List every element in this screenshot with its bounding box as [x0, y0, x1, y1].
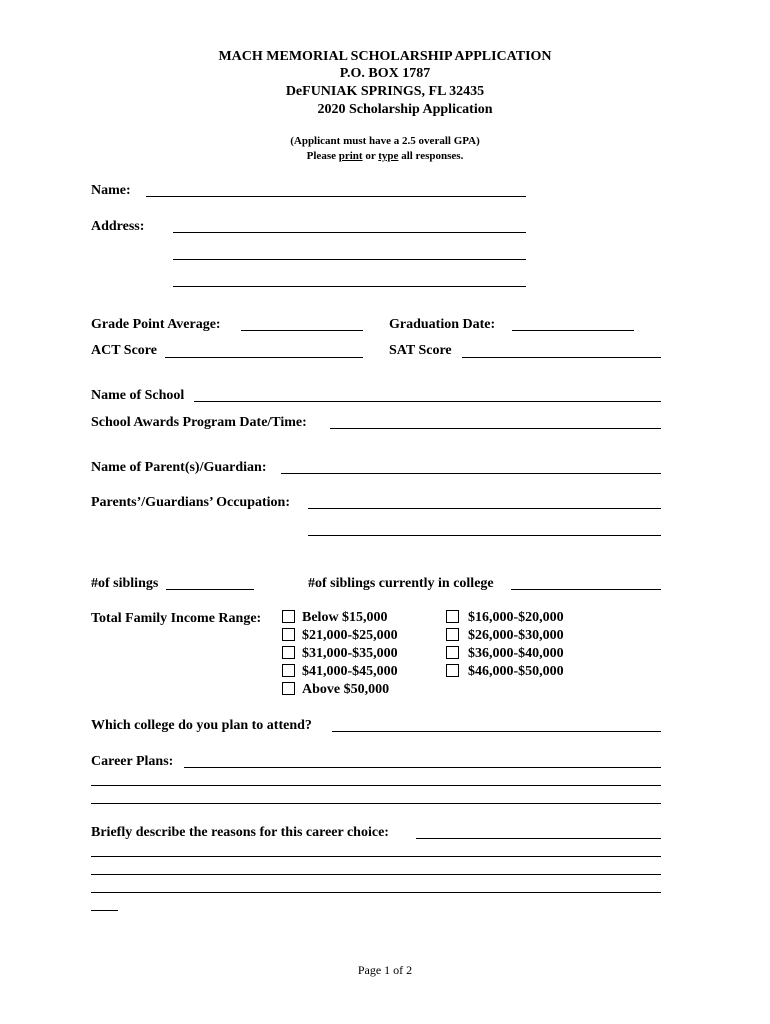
siblings-field[interactable] — [166, 589, 254, 590]
gpa-field[interactable] — [241, 330, 363, 331]
income-checkbox-41000-45000[interactable] — [282, 664, 295, 677]
awards-label: School Awards Program Date/Time: — [91, 415, 307, 430]
income-option-label: $31,000-$35,000 — [302, 646, 398, 661]
siblings-college-field[interactable] — [511, 589, 661, 590]
college-label: Which college do you plan to attend? — [91, 718, 312, 733]
name-label: Name: — [91, 183, 131, 198]
form-title: MACH MEMORIAL SCHOLARSHIP APPLICATION — [218, 49, 552, 64]
income-checkbox-above-50000[interactable] — [282, 682, 295, 695]
parents-field[interactable] — [281, 473, 661, 474]
reasons-field-line-4[interactable] — [91, 892, 661, 893]
occupation-field-line-2[interactable] — [308, 535, 661, 536]
graduation-field[interactable] — [512, 330, 634, 331]
income-option-label: $41,000-$45,000 — [302, 664, 398, 679]
career-field-line-1[interactable] — [184, 767, 661, 768]
address-field-line-3[interactable] — [173, 286, 526, 287]
income-option-label: $46,000-$50,000 — [468, 664, 564, 679]
income-checkbox-46000-50000[interactable] — [446, 664, 459, 677]
name-field[interactable] — [146, 196, 526, 197]
career-field-line-3[interactable] — [91, 803, 661, 804]
occupation-field-line-1[interactable] — [308, 508, 661, 509]
instr-type: type — [378, 150, 399, 162]
reasons-label: Briefly describe the reasons for this career choice: — [91, 825, 389, 840]
reasons-field-line-2[interactable] — [91, 856, 661, 857]
instructions — [0, 149, 770, 163]
instr-suffix: all responses. — [398, 150, 464, 162]
city-address: DeFUNIAK SPRINGS, FL 32435 — [285, 84, 485, 99]
career-label: Career Plans: — [91, 754, 174, 769]
parents-label: Name of Parent(s)/Guardian: — [91, 460, 267, 475]
address-label: Address: — [91, 219, 145, 234]
act-label: ACT Score — [91, 343, 157, 358]
income-option-label: $16,000-$20,000 — [468, 610, 564, 625]
income-checkbox-26000-30000[interactable] — [446, 628, 459, 641]
reasons-field-line-5[interactable] — [91, 910, 118, 911]
income-checkbox-36000-40000[interactable] — [446, 646, 459, 659]
income-checkbox-21000-25000[interactable] — [282, 628, 295, 641]
gpa-label: Grade Point Average: — [91, 317, 221, 332]
sat-field[interactable] — [462, 357, 661, 358]
graduation-label: Graduation Date: — [389, 317, 496, 332]
siblings-label: #of siblings — [91, 576, 159, 591]
income-label: Total Family Income Range: — [91, 611, 262, 626]
instr-prefix: Please — [306, 150, 339, 162]
sat-label: SAT Score — [389, 343, 452, 358]
gpa-note: (Applicant must have a 2.5 overall GPA) — [290, 135, 480, 147]
siblings-college-label: #of siblings currently in college — [308, 576, 494, 591]
act-field[interactable] — [165, 357, 363, 358]
career-field-line-2[interactable] — [91, 785, 661, 786]
income-option-label: $21,000-$25,000 — [302, 628, 398, 643]
school-field[interactable] — [194, 401, 661, 402]
income-option-label: Above $50,000 — [302, 682, 390, 697]
college-field[interactable] — [332, 731, 661, 732]
occupation-label: Parents’/Guardians’ Occupation: — [91, 495, 290, 510]
income-option-label: Below $15,000 — [302, 610, 388, 625]
income-checkbox-16000-20000[interactable] — [446, 610, 459, 623]
income-checkbox-31000-35000[interactable] — [282, 646, 295, 659]
reasons-field-line-1[interactable] — [416, 838, 661, 839]
instr-or: or — [362, 150, 379, 162]
reasons-field-line-3[interactable] — [91, 874, 661, 875]
po-box: P.O. BOX 1787 — [339, 66, 431, 81]
awards-field[interactable] — [330, 428, 661, 429]
address-field-line-1[interactable] — [173, 232, 526, 233]
income-option-label: $26,000-$30,000 — [468, 628, 564, 643]
instr-print: print — [338, 150, 363, 162]
income-checkbox-below-15000[interactable] — [282, 610, 295, 623]
income-option-label: $36,000-$40,000 — [468, 646, 564, 661]
page-number: Page 1 of 2 — [357, 963, 413, 977]
form-subtitle: 2020 Scholarship Application — [317, 102, 493, 117]
school-label: Name of School — [91, 388, 185, 403]
address-field-line-2[interactable] — [173, 259, 526, 260]
